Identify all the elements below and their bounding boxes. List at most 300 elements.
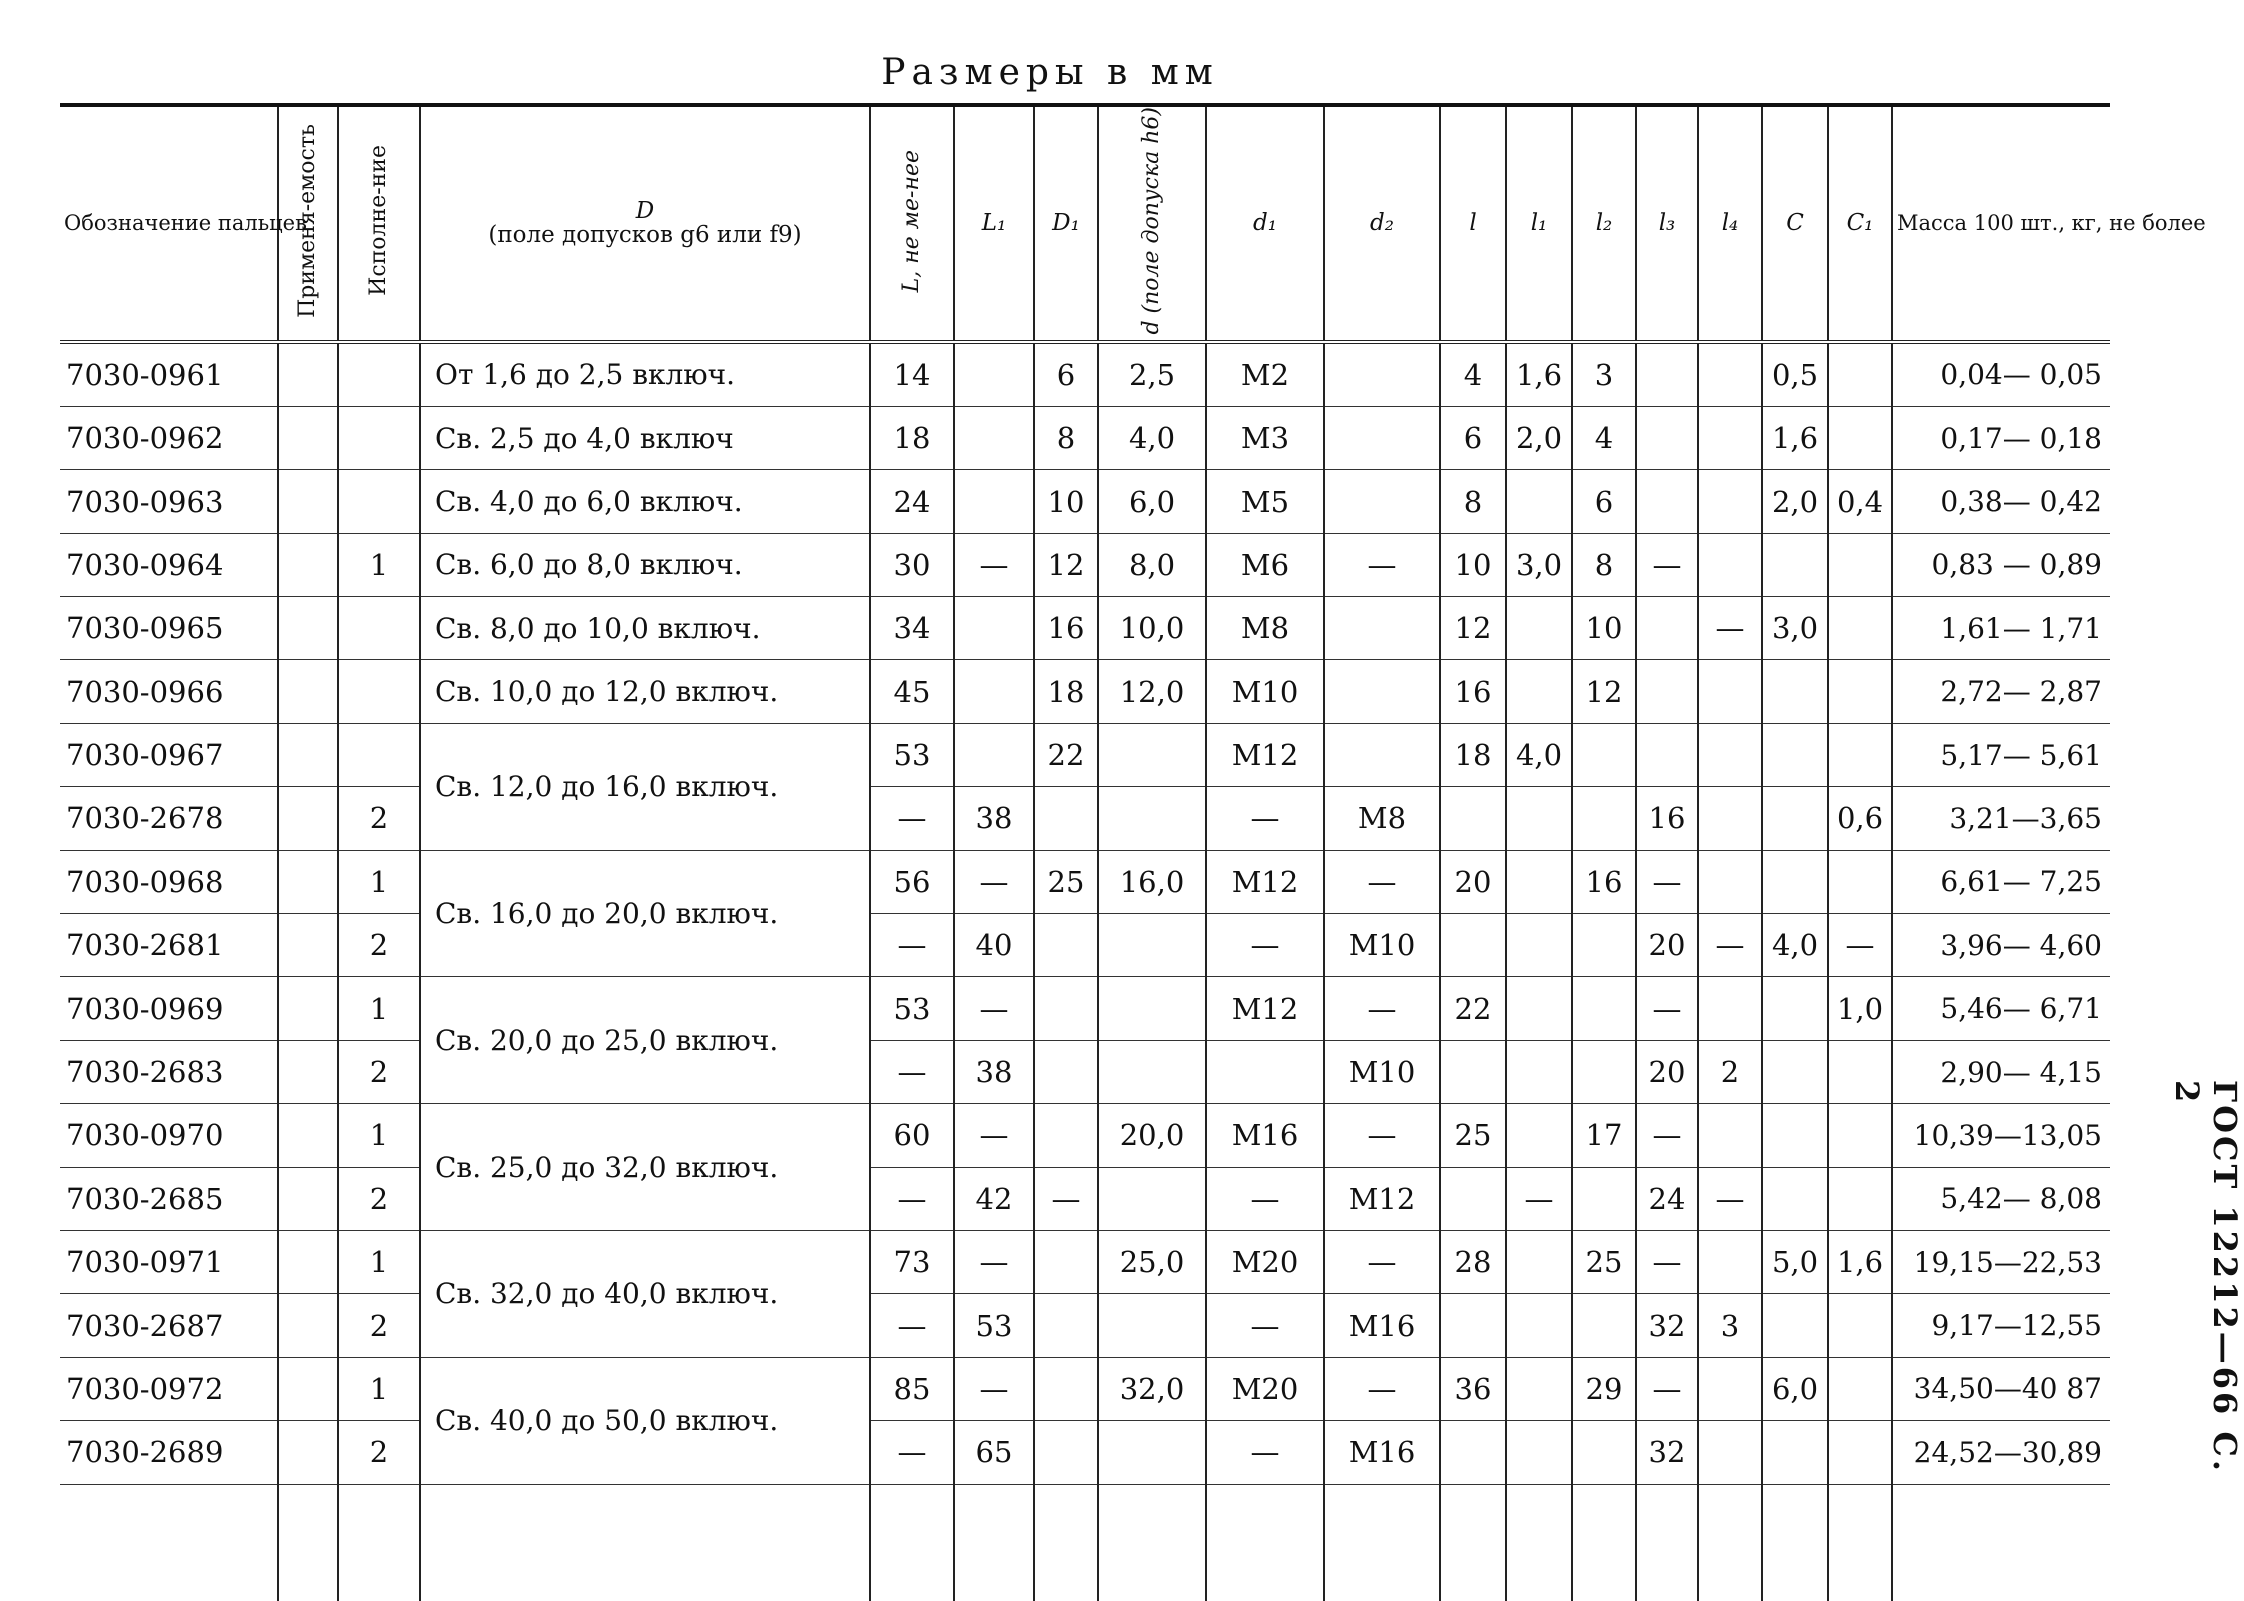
cell-l2: 6	[1572, 470, 1636, 533]
table-row	[60, 533, 2110, 596]
cell-l4: 3	[1698, 1294, 1762, 1357]
cell-d2	[1324, 597, 1440, 660]
cell-c: 4,0	[1762, 914, 1828, 977]
cell-l3	[1636, 342, 1698, 407]
cell-l3: —	[1636, 1104, 1698, 1167]
cell-l: 73	[870, 1231, 954, 1294]
cell-l4	[1698, 850, 1762, 913]
cell-d1: M12	[1206, 850, 1324, 913]
cell-designation: 7030-0970	[60, 1104, 278, 1167]
cell-d	[1098, 1040, 1206, 1103]
cell-applicability	[278, 787, 338, 850]
cell-l: —	[870, 1294, 954, 1357]
cell-d1: —	[1206, 787, 1324, 850]
cell-c1	[1828, 850, 1892, 913]
cell-c	[1762, 1167, 1828, 1230]
cell-version: 2	[338, 1294, 420, 1357]
cell-l1	[1506, 787, 1572, 850]
cell-d1: M20	[1206, 1357, 1324, 1420]
cell-designation: 7030-0963	[60, 470, 278, 533]
cell-l4	[1698, 723, 1762, 786]
filler-cell	[1324, 1484, 1440, 1601]
cell-l1	[954, 342, 1034, 407]
cell-mass: 2,90— 4,15	[1892, 1040, 2110, 1103]
cell-c1	[1828, 1294, 1892, 1357]
cell-l1: —	[954, 850, 1034, 913]
table-row	[60, 1040, 2110, 1103]
cell-d	[1098, 787, 1206, 850]
cell-l: 56	[870, 850, 954, 913]
filler-cell	[1828, 1484, 1892, 1601]
cell-d1	[1034, 1104, 1098, 1167]
cell-l4	[1698, 660, 1762, 723]
cell-d1	[1034, 787, 1098, 850]
cell-d1: M5	[1206, 470, 1324, 533]
cell-l1: 42	[954, 1167, 1034, 1230]
cell-diameter-range: Св. 40,0 до 50,0 включ.	[420, 1357, 870, 1484]
cell-l: 25	[1440, 1104, 1506, 1167]
cell-l3: 16	[1636, 787, 1698, 850]
cell-l: 10	[1440, 533, 1506, 596]
header-C1: C₁	[1828, 105, 1892, 342]
cell-d1: —	[1034, 1167, 1098, 1230]
table-row	[60, 914, 2110, 977]
table-header-row	[60, 105, 2110, 342]
filler-cell	[1892, 1484, 2110, 1601]
cell-d1: M10	[1206, 660, 1324, 723]
cell-mass: 6,61— 7,25	[1892, 850, 2110, 913]
header-L1: L₁	[954, 105, 1034, 342]
cell-l4: —	[1698, 597, 1762, 660]
cell-l: 53	[870, 723, 954, 786]
cell-l: 36	[1440, 1357, 1506, 1420]
cell-designation: 7030-0969	[60, 977, 278, 1040]
cell-applicability	[278, 660, 338, 723]
cell-l1	[954, 723, 1034, 786]
cell-diameter-range: Св. 2,5 до 4,0 включ	[420, 406, 870, 469]
cell-l1	[1506, 1231, 1572, 1294]
cell-d1: 16	[1034, 597, 1098, 660]
cell-d1: —	[1206, 1294, 1324, 1357]
cell-d1: —	[1206, 1167, 1324, 1230]
cell-l1: —	[954, 533, 1034, 596]
cell-l: 24	[870, 470, 954, 533]
cell-c: 1,6	[1762, 406, 1828, 469]
cell-d1	[1206, 1040, 1324, 1103]
cell-l4	[1698, 1357, 1762, 1420]
cell-mass: 3,96— 4,60	[1892, 914, 2110, 977]
cell-d1	[1034, 977, 1098, 1040]
header-designation: Обозначение пальцев	[60, 105, 278, 342]
cell-mass: 0,83 — 0,89	[1892, 533, 2110, 596]
filler-cell	[1440, 1484, 1506, 1601]
cell-d: 10,0	[1098, 597, 1206, 660]
header-l: l	[1440, 105, 1506, 342]
cell-c: 6,0	[1762, 1357, 1828, 1420]
cell-l2: 29	[1572, 1357, 1636, 1420]
cell-mass: 9,17—12,55	[1892, 1294, 2110, 1357]
cell-l2	[1572, 723, 1636, 786]
cell-c1	[1828, 597, 1892, 660]
cell-mass: 5,42— 8,08	[1892, 1167, 2110, 1230]
header-l3: l₃	[1636, 105, 1698, 342]
cell-l2	[1572, 1040, 1636, 1103]
cell-d	[1098, 1167, 1206, 1230]
cell-l4	[1698, 1421, 1762, 1484]
cell-d1: 25	[1034, 850, 1098, 913]
header-D1: D₁	[1034, 105, 1098, 342]
header-l2: l₂	[1572, 105, 1636, 342]
cell-l3: 20	[1636, 1040, 1698, 1103]
cell-l1	[954, 597, 1034, 660]
cell-version	[338, 723, 420, 786]
cell-d1: M20	[1206, 1231, 1324, 1294]
cell-d1	[1034, 1294, 1098, 1357]
cell-d2: M10	[1324, 1040, 1440, 1103]
cell-l1: 65	[954, 1421, 1034, 1484]
cell-l3: 24	[1636, 1167, 1698, 1230]
cell-l: 18	[1440, 723, 1506, 786]
cell-l3	[1636, 660, 1698, 723]
cell-mass: 0,38— 0,42	[1892, 470, 2110, 533]
header-C: C	[1762, 105, 1828, 342]
cell-c1: 0,6	[1828, 787, 1892, 850]
cell-c: 3,0	[1762, 597, 1828, 660]
cell-version	[338, 342, 420, 407]
table-row	[60, 1421, 2110, 1484]
filler-cell	[60, 1484, 278, 1601]
cell-c1	[1828, 342, 1892, 407]
standard-reference: ГОСТ 12212—66 С. 2	[2168, 1080, 2244, 1474]
cell-d2	[1324, 660, 1440, 723]
cell-d1	[1034, 1421, 1098, 1484]
cell-d2	[1324, 406, 1440, 469]
cell-l4	[1698, 1231, 1762, 1294]
cell-l: 28	[1440, 1231, 1506, 1294]
cell-d2	[1324, 470, 1440, 533]
cell-l4	[1698, 406, 1762, 469]
cell-d: 32,0	[1098, 1357, 1206, 1420]
cell-d1: 12	[1034, 533, 1098, 596]
cell-d1: M12	[1206, 977, 1324, 1040]
filler-cell	[420, 1484, 870, 1601]
cell-l: 4	[1440, 342, 1506, 407]
cell-l3	[1636, 470, 1698, 533]
cell-d: 25,0	[1098, 1231, 1206, 1294]
header-d1: d₁	[1206, 105, 1324, 342]
cell-c1	[1828, 660, 1892, 723]
filler-cell	[1636, 1484, 1698, 1601]
cell-applicability	[278, 470, 338, 533]
cell-applicability	[278, 850, 338, 913]
cell-applicability	[278, 1104, 338, 1167]
cell-l2: 16	[1572, 850, 1636, 913]
cell-d1: 18	[1034, 660, 1098, 723]
cell-version: 1	[338, 1357, 420, 1420]
cell-mass: 1,61— 1,71	[1892, 597, 2110, 660]
cell-applicability	[278, 1357, 338, 1420]
cell-d2: M16	[1324, 1294, 1440, 1357]
cell-version	[338, 406, 420, 469]
table-row	[60, 342, 2110, 407]
filler-cell	[1506, 1484, 1572, 1601]
cell-applicability	[278, 723, 338, 786]
cell-d2: —	[1324, 1357, 1440, 1420]
cell-l4: —	[1698, 914, 1762, 977]
cell-l	[1440, 914, 1506, 977]
header-D: D (поле допусков g6 или f9)	[420, 105, 870, 342]
cell-l2: 8	[1572, 533, 1636, 596]
table-row	[60, 1231, 2110, 1294]
cell-applicability	[278, 1231, 338, 1294]
cell-l: 22	[1440, 977, 1506, 1040]
cell-c: 0,5	[1762, 342, 1828, 407]
table-row	[60, 787, 2110, 850]
cell-l2: 25	[1572, 1231, 1636, 1294]
cell-l: 53	[870, 977, 954, 1040]
cell-l1	[954, 660, 1034, 723]
cell-d1	[1034, 1231, 1098, 1294]
cell-mass: 34,50—40 87	[1892, 1357, 2110, 1420]
cell-l4: —	[1698, 1167, 1762, 1230]
table-row	[60, 1294, 2110, 1357]
cell-d: 16,0	[1098, 850, 1206, 913]
cell-mass: 0,17— 0,18	[1892, 406, 2110, 469]
cell-l: 85	[870, 1357, 954, 1420]
cell-l4	[1698, 1104, 1762, 1167]
cell-diameter-range: Св. 12,0 до 16,0 включ.	[420, 723, 870, 850]
cell-l1: —	[1506, 1167, 1572, 1230]
cell-d1: 10	[1034, 470, 1098, 533]
cell-d: 20,0	[1098, 1104, 1206, 1167]
cell-mass: 3,21—3,65	[1892, 787, 2110, 850]
filler-cell	[1698, 1484, 1762, 1601]
cell-c1: —	[1828, 914, 1892, 977]
cell-l	[1440, 1294, 1506, 1357]
cell-c1	[1828, 1104, 1892, 1167]
cell-designation: 7030-0971	[60, 1231, 278, 1294]
table-row	[60, 1357, 2110, 1420]
cell-d1: M3	[1206, 406, 1324, 469]
cell-version: 2	[338, 1421, 420, 1484]
cell-applicability	[278, 1294, 338, 1357]
cell-l4	[1698, 533, 1762, 596]
cell-l2: 3	[1572, 342, 1636, 407]
filler-cell	[954, 1484, 1034, 1601]
cell-l1: 1,6	[1506, 342, 1572, 407]
table-row-filler	[60, 1484, 2110, 1601]
cell-l1	[1506, 914, 1572, 977]
header-d: d (поле допуска h6)	[1098, 105, 1206, 342]
cell-l4: 2	[1698, 1040, 1762, 1103]
cell-c	[1762, 723, 1828, 786]
cell-designation: 7030-2678	[60, 787, 278, 850]
cell-l4	[1698, 787, 1762, 850]
cell-c1: 1,0	[1828, 977, 1892, 1040]
cell-d2: M8	[1324, 787, 1440, 850]
cell-version: 1	[338, 1104, 420, 1167]
cell-l: 14	[870, 342, 954, 407]
cell-applicability	[278, 977, 338, 1040]
cell-l2	[1572, 787, 1636, 850]
header-l4: l₄	[1698, 105, 1762, 342]
cell-l2	[1572, 1167, 1636, 1230]
table-row	[60, 1167, 2110, 1230]
cell-d1: 6	[1034, 342, 1098, 407]
cell-c: 5,0	[1762, 1231, 1828, 1294]
cell-version	[338, 597, 420, 660]
cell-l1	[1506, 1357, 1572, 1420]
filler-cell	[1098, 1484, 1206, 1601]
filler-cell	[870, 1484, 954, 1601]
cell-d1: M8	[1206, 597, 1324, 660]
cell-l2: 12	[1572, 660, 1636, 723]
cell-d: 12,0	[1098, 660, 1206, 723]
filler-cell	[338, 1484, 420, 1601]
header-d2: d₂	[1324, 105, 1440, 342]
cell-designation: 7030-2689	[60, 1421, 278, 1484]
cell-l2: 17	[1572, 1104, 1636, 1167]
cell-designation: 7030-2685	[60, 1167, 278, 1230]
cell-c1	[1828, 406, 1892, 469]
cell-designation: 7030-0967	[60, 723, 278, 786]
header-l1: l₁	[1506, 105, 1572, 342]
table-row	[60, 850, 2110, 913]
table-row	[60, 977, 2110, 1040]
cell-version: 1	[338, 977, 420, 1040]
cell-d	[1098, 1294, 1206, 1357]
filler-cell	[1572, 1484, 1636, 1601]
cell-d1	[1034, 1040, 1098, 1103]
cell-c1	[1828, 1357, 1892, 1420]
table-row	[60, 406, 2110, 469]
cell-mass: 24,52—30,89	[1892, 1421, 2110, 1484]
cell-version: 1	[338, 850, 420, 913]
cell-l1: 4,0	[1506, 723, 1572, 786]
cell-l2	[1572, 914, 1636, 977]
cell-designation: 7030-2687	[60, 1294, 278, 1357]
cell-mass: 5,17— 5,61	[1892, 723, 2110, 786]
cell-d1: M16	[1206, 1104, 1324, 1167]
cell-l1: —	[954, 1231, 1034, 1294]
cell-d1: 8	[1034, 406, 1098, 469]
cell-l: 8	[1440, 470, 1506, 533]
cell-c1: 0,4	[1828, 470, 1892, 533]
cell-l1	[1506, 850, 1572, 913]
cell-l1: 38	[954, 1040, 1034, 1103]
cell-l4	[1698, 470, 1762, 533]
cell-l: 18	[870, 406, 954, 469]
cell-l1	[1506, 1040, 1572, 1103]
cell-d2: —	[1324, 977, 1440, 1040]
cell-l1: 38	[954, 787, 1034, 850]
cell-l3: —	[1636, 1231, 1698, 1294]
cell-d2: —	[1324, 1231, 1440, 1294]
table-row	[60, 1104, 2110, 1167]
cell-l3	[1636, 406, 1698, 469]
cell-d1	[1034, 914, 1098, 977]
cell-diameter-range: Св. 16,0 до 20,0 включ.	[420, 850, 870, 977]
cell-l: —	[870, 1421, 954, 1484]
cell-version: 1	[338, 1231, 420, 1294]
cell-l1	[954, 406, 1034, 469]
cell-d	[1098, 914, 1206, 977]
cell-version: 2	[338, 787, 420, 850]
cell-d2: —	[1324, 533, 1440, 596]
cell-version: 1	[338, 533, 420, 596]
cell-l3: —	[1636, 1357, 1698, 1420]
cell-l2: 4	[1572, 406, 1636, 469]
cell-designation: 7030-2681	[60, 914, 278, 977]
cell-mass: 19,15—22,53	[1892, 1231, 2110, 1294]
cell-d	[1098, 1421, 1206, 1484]
cell-diameter-range: Св. 25,0 до 32,0 включ.	[420, 1104, 870, 1231]
cell-l1: 2,0	[1506, 406, 1572, 469]
cell-d2	[1324, 342, 1440, 407]
cell-version: 2	[338, 914, 420, 977]
cell-applicability	[278, 914, 338, 977]
cell-c	[1762, 533, 1828, 596]
cell-diameter-range: Св. 32,0 до 40,0 включ.	[420, 1231, 870, 1358]
cell-l: 20	[1440, 850, 1506, 913]
cell-l: —	[870, 1167, 954, 1230]
cell-version: 2	[338, 1040, 420, 1103]
cell-d2: M16	[1324, 1421, 1440, 1484]
cell-l1: 53	[954, 1294, 1034, 1357]
cell-d1: M12	[1206, 723, 1324, 786]
table-row	[60, 597, 2110, 660]
header-L: L, не ме-нее	[870, 105, 954, 342]
cell-c	[1762, 660, 1828, 723]
cell-l1: 40	[954, 914, 1034, 977]
cell-l	[1440, 1421, 1506, 1484]
cell-applicability	[278, 406, 338, 469]
cell-l2: 10	[1572, 597, 1636, 660]
cell-diameter-range: Св. 8,0 до 10,0 включ.	[420, 597, 870, 660]
cell-d2	[1324, 723, 1440, 786]
header-applicability: Применя-емость	[278, 105, 338, 342]
cell-l3: 20	[1636, 914, 1698, 977]
cell-l2	[1572, 1421, 1636, 1484]
cell-version	[338, 660, 420, 723]
cell-designation: 7030-0972	[60, 1357, 278, 1420]
cell-d1: —	[1206, 1421, 1324, 1484]
cell-mass: 5,46— 6,71	[1892, 977, 2110, 1040]
cell-l1	[1506, 1294, 1572, 1357]
cell-mass: 2,72— 2,87	[1892, 660, 2110, 723]
cell-l: 12	[1440, 597, 1506, 660]
cell-applicability	[278, 597, 338, 660]
cell-l4	[1698, 342, 1762, 407]
cell-l3	[1636, 597, 1698, 660]
cell-diameter-range: Св. 4,0 до 6,0 включ.	[420, 470, 870, 533]
filler-cell	[1206, 1484, 1324, 1601]
cell-diameter-range: Св. 20,0 до 25,0 включ.	[420, 977, 870, 1104]
cell-c1	[1828, 1040, 1892, 1103]
cell-l3: 32	[1636, 1421, 1698, 1484]
cell-l1: 3,0	[1506, 533, 1572, 596]
cell-c	[1762, 1040, 1828, 1103]
cell-designation: 7030-2683	[60, 1040, 278, 1103]
filler-cell	[1034, 1484, 1098, 1601]
cell-d1: M6	[1206, 533, 1324, 596]
cell-c	[1762, 787, 1828, 850]
table-row	[60, 660, 2110, 723]
cell-c	[1762, 1104, 1828, 1167]
cell-d2: M10	[1324, 914, 1440, 977]
cell-designation: 7030-0966	[60, 660, 278, 723]
cell-d1: 22	[1034, 723, 1098, 786]
